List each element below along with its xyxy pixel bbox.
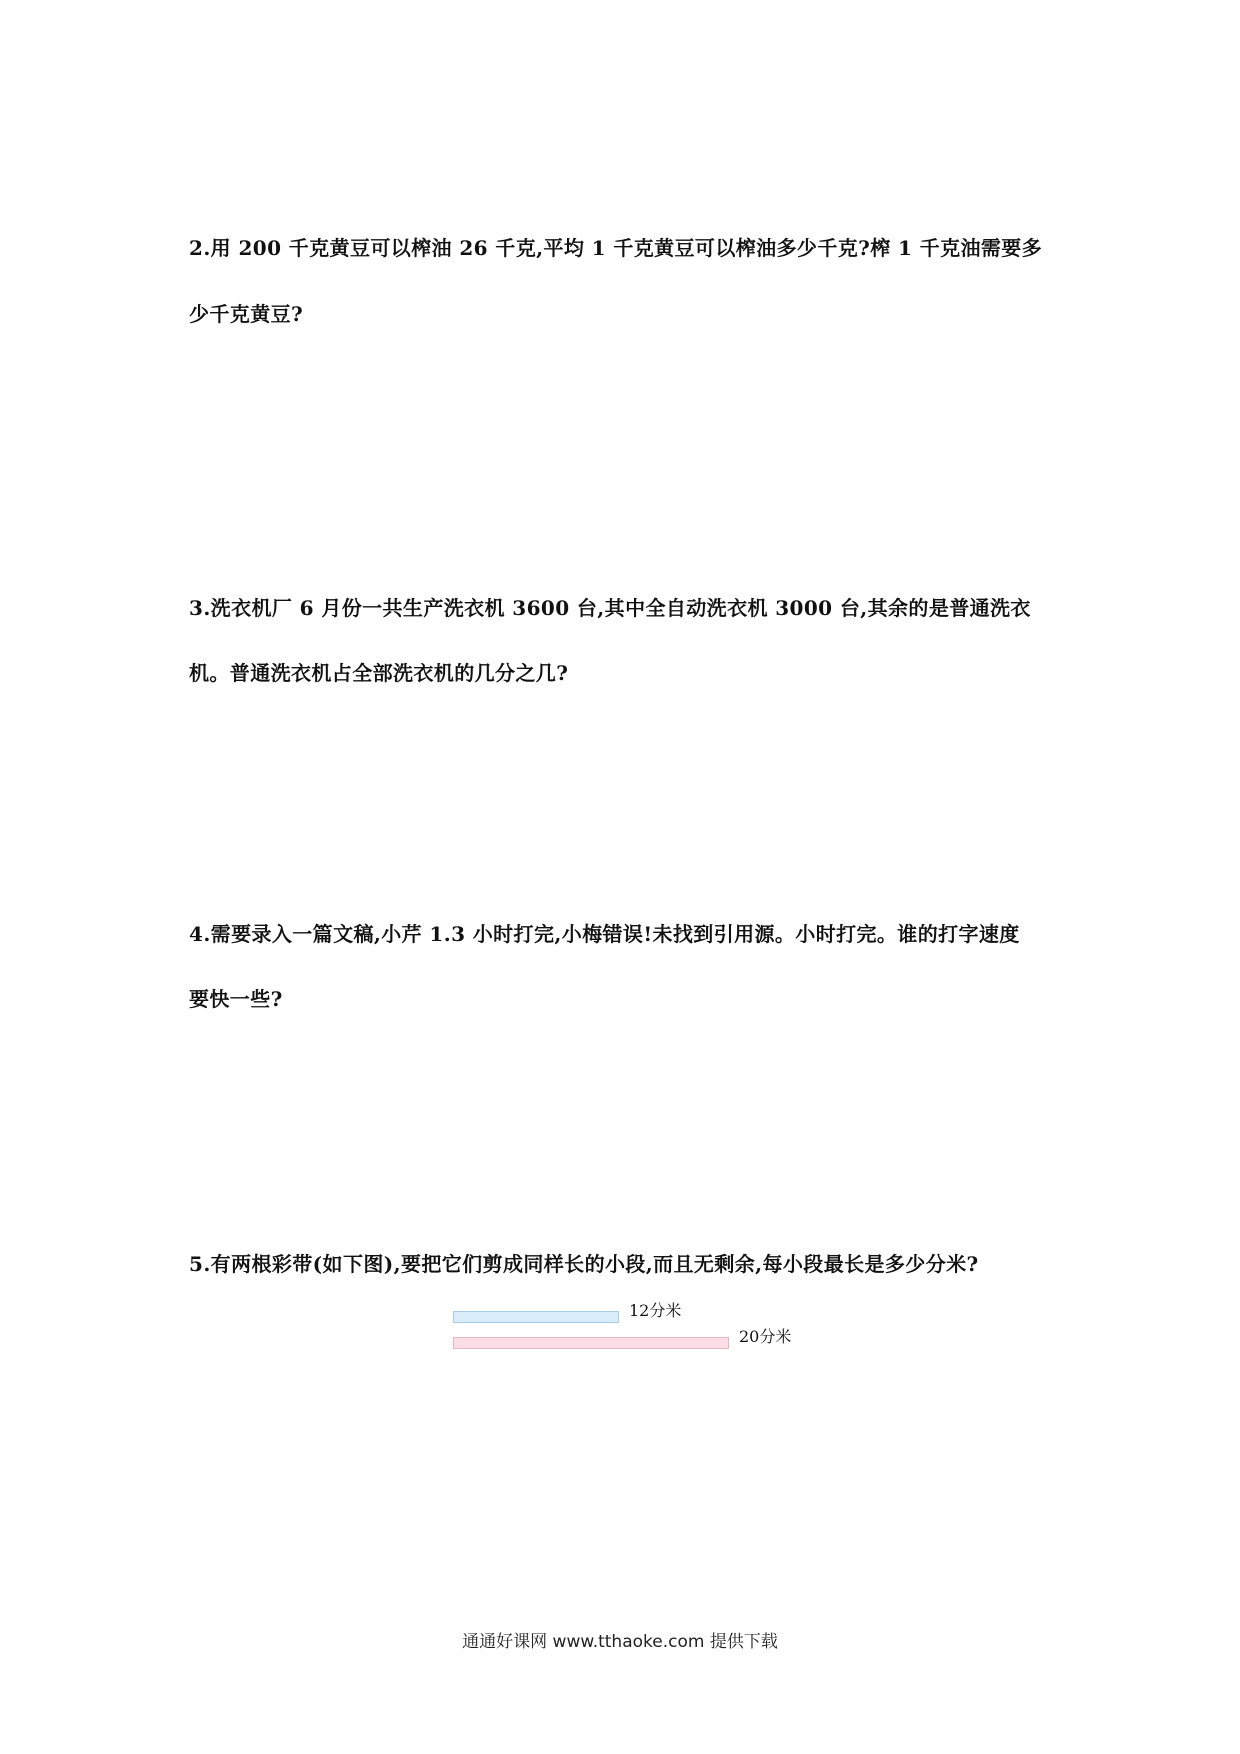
question-2-line-1: 2.用 200 千克黄豆可以榨油 26 千克,平均 1 千克黄豆可以榨油多少千克?榨 1 千克油需要多 — [189, 236, 1043, 260]
question-2-line-2: 少千克黄豆? — [189, 302, 304, 326]
question-3-line-1: 3.洗衣机厂 6 月份一共生产洗衣机 3600 台,其中全自动洗衣机 3000 台,其余的是普通洗衣 — [189, 596, 1031, 620]
ribbon-12-label: 12分米 — [629, 1301, 682, 1320]
ribbon-12-strip — [453, 1311, 619, 1323]
question-4-line-2: 要快一些? — [189, 987, 283, 1011]
ribbon-20-label: 20分米 — [739, 1327, 792, 1346]
ribbon-20-strip — [453, 1337, 729, 1349]
question-5-line-1: 5.有两根彩带(如下图),要把它们剪成同样长的小段,而且无剩余,每小段最长是多少分米? — [189, 1252, 979, 1276]
question-4-line-1: 4.需要录入一篇文稿,小芹 1.3 小时打完,小梅错误!未找到引用源。小时打完。谁的打字速度 — [189, 922, 1020, 946]
question-3-line-2: 机。普通洗衣机占全部洗衣机的几分之几? — [189, 661, 569, 685]
footer-source: 通通好课网 www.tthaoke.com 提供下载 — [462, 1632, 778, 1652]
